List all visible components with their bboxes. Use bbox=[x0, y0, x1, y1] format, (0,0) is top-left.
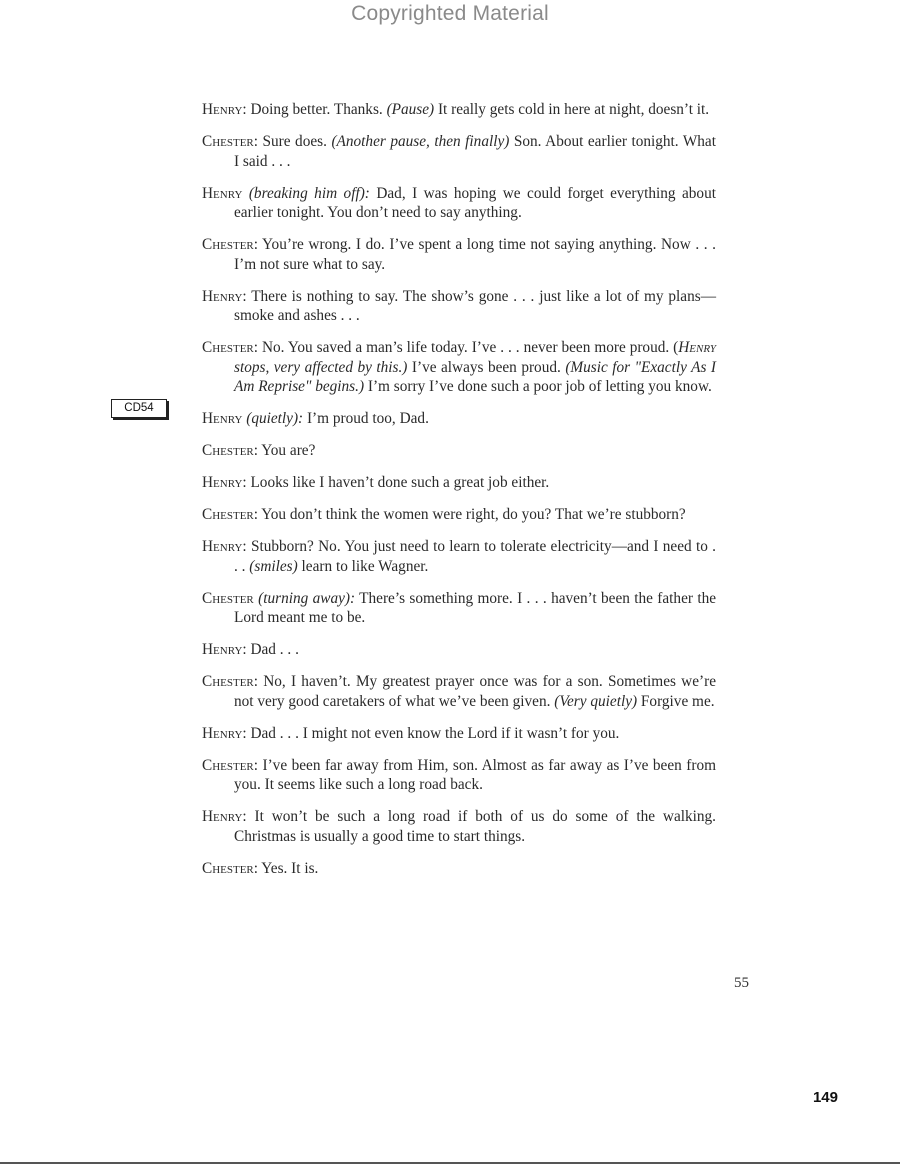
dialogue-text: Yes. It is. bbox=[258, 859, 319, 877]
dialogue-line bbox=[202, 672, 716, 711]
speaker-name: Chester: bbox=[202, 756, 259, 774]
stage-direction: stops, very affected by this.) bbox=[234, 358, 408, 376]
stage-direction: (smiles) bbox=[249, 557, 298, 575]
dialogue-text: Son. About earlier tonight. What I said . . . bbox=[234, 133, 716, 170]
dialogue-text: There’s something more. I . . . haven’t been the father the Lord meant me to be. bbox=[234, 589, 717, 626]
outer-page-number: 149 bbox=[812, 1089, 838, 1106]
dialogue-text: Dad . . . bbox=[246, 641, 299, 658]
speaker-name: Henry: bbox=[202, 724, 247, 742]
dialogue-line bbox=[202, 409, 716, 429]
speaker-name: Chester: bbox=[202, 236, 259, 253]
stage-direction: (Pause) bbox=[386, 101, 435, 118]
dialogue-line bbox=[202, 235, 716, 274]
dialogue-line bbox=[202, 807, 716, 846]
dialogue-text: It really gets cold in here at night, doesn’t it. bbox=[434, 101, 710, 118]
dialogue-text: There is nothing to say. The show’s gone . . . just like a lot of my plans—smoke and ashes . . . bbox=[234, 287, 716, 324]
dialogue-text: No, I haven’t. My greatest prayer once was for a son. Sometimes we’re not very good caretakers of what we’ve been given. bbox=[234, 673, 716, 710]
dialogue-line bbox=[202, 859, 716, 879]
dialogue-line bbox=[202, 724, 716, 744]
copyright-watermark: Copyrighted Material bbox=[351, 2, 549, 25]
dialogue-line bbox=[202, 589, 716, 628]
speaker-name: Henry bbox=[202, 184, 243, 202]
speaker-name: Chester: bbox=[202, 506, 259, 523]
speaker-name: Henry: bbox=[202, 538, 247, 555]
dialogue-text: You don’t think the women were right, do you? That we’re stubborn? bbox=[258, 506, 686, 523]
dialogue-text: No. You saved a man’s life today. I’ve . . . never been more proud. ( bbox=[258, 339, 679, 356]
dialogue-text: Looks like I haven’t done such a great job either. bbox=[246, 474, 550, 491]
dialogue-line bbox=[202, 100, 716, 120]
stage-direction: (quietly): bbox=[246, 410, 304, 427]
dialogue-text: Forgive me. bbox=[637, 692, 715, 710]
dialogue-text: I’ve always been proud. bbox=[407, 358, 566, 376]
stage-direction: Henry bbox=[678, 339, 716, 356]
dialogue-line bbox=[202, 132, 716, 171]
cd-track-cue-box: CD54 bbox=[111, 399, 167, 418]
dialogue-text: Dad, I was hoping we could forget everything about earlier tonight. You don’t need to say anything. bbox=[234, 184, 716, 221]
dialogue-line bbox=[202, 640, 716, 660]
dialogue-text: You are? bbox=[258, 442, 316, 459]
stage-direction: (Another pause, then finally) bbox=[331, 133, 510, 150]
dialogue-text: It won’t be such a long road if both of us do some of the walking. Christmas is usually a good time to start things. bbox=[234, 808, 716, 845]
dialogue-line bbox=[202, 473, 716, 493]
speaker-name: Henry: bbox=[202, 641, 247, 658]
dialogue-line bbox=[202, 537, 716, 576]
dialogue-text: Sure does. bbox=[258, 133, 332, 150]
dialogue-text: learn to like Wagner. bbox=[297, 557, 429, 575]
speaker-name: Henry: bbox=[202, 808, 247, 825]
dialogue-text: I’m sorry I’ve done such a poor job of letting you know. bbox=[364, 378, 712, 395]
dialogue-text: Dad . . . I might not even know the Lord if it wasn’t for you. bbox=[246, 724, 620, 742]
dialogue-line bbox=[202, 184, 716, 223]
dialogue-line bbox=[202, 441, 716, 461]
speaker-name: Henry: bbox=[202, 474, 247, 491]
script-dialogue bbox=[202, 100, 716, 891]
speaker-name: Henry bbox=[202, 410, 243, 427]
speaker-name: Chester: bbox=[202, 133, 259, 150]
speaker-name: Chester: bbox=[202, 859, 259, 877]
dialogue-text: Stubborn? No. You just need to learn to tolerate electricity—and I need to . . . bbox=[234, 538, 716, 575]
dialogue-line bbox=[202, 505, 716, 525]
dialogue-text: I’m proud too, Dad. bbox=[303, 410, 429, 427]
speaker-name: Chester bbox=[202, 589, 254, 607]
speaker-name: Chester: bbox=[202, 339, 259, 356]
stage-direction: (turning away): bbox=[258, 589, 356, 607]
speaker-name: Chester: bbox=[202, 673, 259, 690]
stage-direction: (breaking him off): bbox=[248, 184, 370, 202]
speaker-name: Henry: bbox=[202, 101, 247, 118]
speaker-name: Henry: bbox=[202, 287, 247, 305]
dialogue-text: Doing better. Thanks. bbox=[246, 101, 387, 118]
stage-direction: (Very quietly) bbox=[554, 692, 638, 710]
speaker-name: Chester: bbox=[202, 442, 259, 459]
dialogue-line bbox=[202, 756, 716, 795]
dialogue-text: You’re wrong. I do. I’ve spent a long time not saying anything. Now . . . I’m not sure what to say. bbox=[234, 236, 716, 273]
dialogue-line bbox=[202, 287, 716, 326]
dialogue-line bbox=[202, 338, 716, 397]
dialogue-text: I’ve been far away from Him, son. Almost as far away as I’ve been from you. It seems like such a long road back. bbox=[234, 756, 716, 793]
stage-direction: (Music for "Exactly As I Am Reprise" begins.) bbox=[234, 358, 716, 395]
inner-page-number: 55 bbox=[734, 975, 749, 991]
